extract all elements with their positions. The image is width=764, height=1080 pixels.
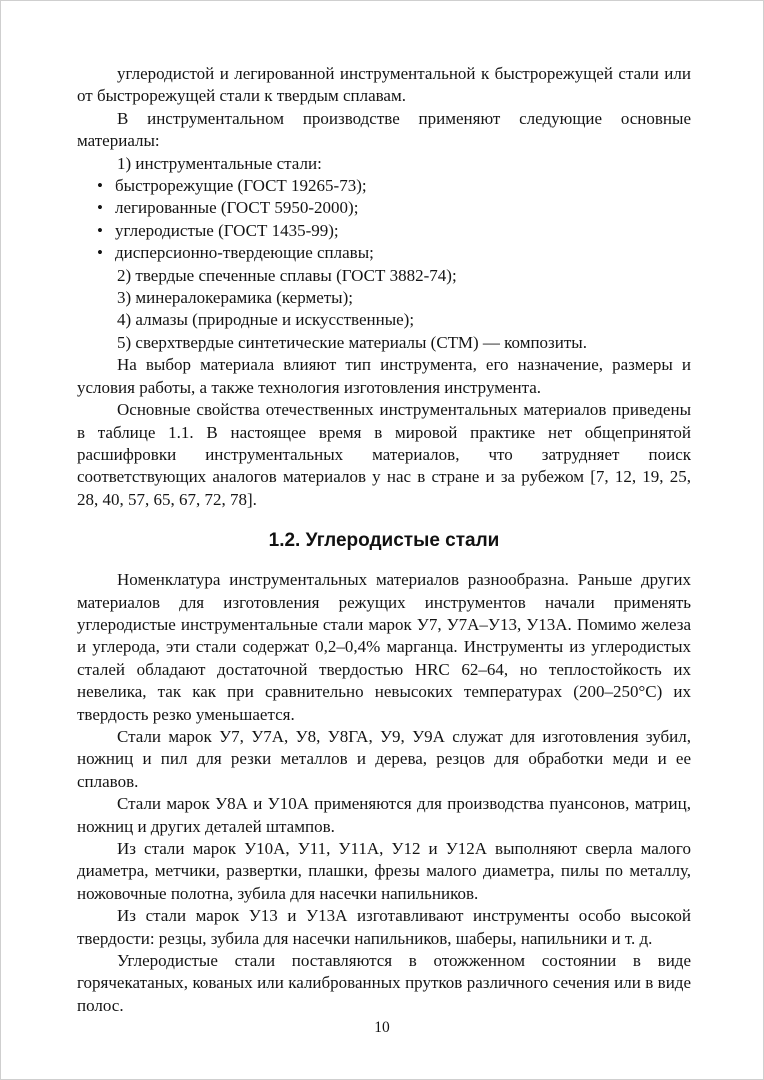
numbered-list-item: 4) алмазы (природные и искусственные); xyxy=(117,310,415,330)
bullet-icon: • xyxy=(97,243,103,263)
bullet-icon: • xyxy=(97,220,103,240)
bullet-icon: • xyxy=(97,198,103,218)
bullet-list-item xyxy=(97,220,691,242)
paragraph: Номенклатура инструментальных материалов разнообразна. Раньше других материалов для изготовления режущих инструментов начали применять углеродистые инструментальные стали марок У7, У7А–У13, У13А. Помимо железа и углерода, эти стали содержат 0,2–0,4% марганца. Инструменты из углеродистых сталей обладают достаточной твердостью HRC 62–64, но теплостойкость их невелика, так как при сравнительно невысоких температурах (200–250°С) их твердость резко уменьшается. xyxy=(77,570,691,724)
bullet-icon: • xyxy=(97,176,103,196)
bullet-text: быстрорежущие (ГОСТ 19265-73); xyxy=(115,176,367,196)
numbered-list-item: 5) сверхтвердые синтетические материалы (СТМ) — композиты. xyxy=(117,332,587,352)
bullet-list-item xyxy=(97,175,691,197)
bullet-list-item xyxy=(97,197,691,219)
paragraph: Из стали марок У13 и У13А изготавливают инструменты особо высокой твердости: резцы, зубила для насечки напильников, шаберы, напильники и т. д. xyxy=(77,906,691,948)
bullet-text: легированные (ГОСТ 5950-2000); xyxy=(115,198,359,218)
bullet-list-item xyxy=(97,242,691,264)
paragraph: Стали марок У8А и У10А применяются для производства пуансонов, матриц, ножниц и других деталей штампов. xyxy=(77,794,691,836)
paragraph: Углеродистые стали поставляются в отожженном состоянии в виде горячекатаных, кованых или калиброванных прутков различного сечения или в виде полос. xyxy=(77,951,691,1015)
paragraph: Из стали марок У10А, У11, У11А, У12 и У12А выполняют сверла малого диаметра, метчики, развертки, плашки, фрезы малого диаметра, пилы по металлу, ножовочные полотна, зубила для насечки напильников. xyxy=(77,839,691,903)
paragraph: На выбор материала влияют тип инструмента, его назначение, размеры и условия работы, а также технология изготовления инструмента. xyxy=(77,355,691,397)
bullet-text: дисперсионно-твердеющие сплавы; xyxy=(115,243,374,263)
page-number: 10 xyxy=(374,1019,390,1036)
numbered-list-item: 2) твердые спеченные сплавы (ГОСТ 3882-74); xyxy=(117,265,457,285)
paragraph: Стали марок У7, У7А, У8, У8ГА, У9, У9А служат для изготовления зубил, ножниц и пил для резки металлов и дерева, резцов для обработки меди и ее сплавов. xyxy=(77,726,691,791)
paragraph: Основные свойства отечественных инструментальных материалов приведены в таблице 1.1. В настоящее время в мировой практике нет общепринятой расшифровки инструментальных материалов, что затрудняет поиск соответствующих аналогов материалов у нас в стране и за рубежом [7, 12, 19, 25, 28, 40, 57, 65, 67, 72, 78]. xyxy=(77,400,691,509)
bullet-text: углеродистые (ГОСТ 1435-99); xyxy=(115,220,339,240)
numbered-list-item: 3) минералокерамика (керметы); xyxy=(117,288,353,308)
paragraph: В инструментальном производстве применяют следующие основные материалы: xyxy=(77,108,691,151)
paragraph: углеродистой и легированной инструментальной к быстрорежущей стали или от быстрорежущей стали к твердым сплавам. xyxy=(77,64,691,106)
section-heading: 1.2. Углеродистые стали xyxy=(268,530,500,552)
numbered-list-item: 1) инструментальные стали: xyxy=(117,153,322,173)
page-content xyxy=(77,63,691,1017)
